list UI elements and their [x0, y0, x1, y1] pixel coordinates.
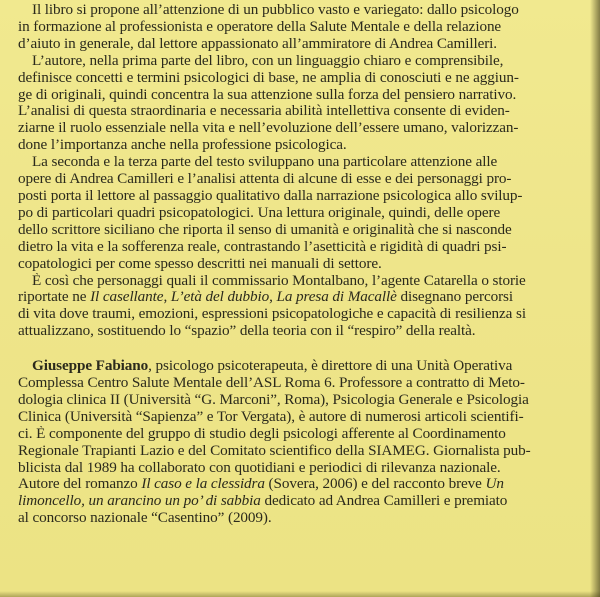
text-line: L’autore, nella prima parte del libro, con un linguaggio chiaro e comprensibile,: [32, 52, 504, 69]
text-run: , psicologo psicoterapeuta, è direttore di una Unità Operativa: [148, 358, 513, 375]
text-line: Clinica (Università “Sapienza” e Tor Vergata), è autore di numerosi articoli scientifi-: [18, 408, 524, 425]
text-line: dietro la vita e la sofferenza reale, contrastando l’asetticità e rigidità di quadri psi-: [18, 238, 507, 255]
book-title: Il casellante: [90, 289, 164, 306]
synopsis-paragraph-2: [18, 53, 584, 154]
text-line: al concorso nazionale “Casentino” (2009).: [18, 510, 272, 527]
author-bio-paragraph: [18, 358, 584, 527]
text-run: disegnano percorsi: [396, 289, 513, 306]
synopsis-paragraph-3: [18, 154, 584, 272]
text-line: Complessa Centro Salute Mentale dell’ASL Roma 6. Professore a contratto di Meto-: [18, 375, 525, 392]
text-line: Il libro si propone all’attenzione di un pubblico vasto e variegato: dallo psicologo: [32, 2, 519, 18]
text-line: copatologici per come spesso descritti nei manuali di settore.: [18, 255, 382, 272]
page-bottom-shadow: [0, 591, 600, 597]
text-run: dedicato ad Andrea Camilleri e premiato: [260, 493, 508, 510]
synopsis-paragraph-4: [18, 273, 584, 341]
text-line: in formazione al professionista e operatore della Salute Mentale e della relazione: [18, 18, 502, 35]
synopsis-paragraph-1: [18, 2, 584, 53]
book-title: limoncello, un arancino un po’ di sabbia: [18, 493, 261, 510]
text-line: L’analisi di questa straordinaria e necessaria abilità intellettiva consente di eviden-: [18, 103, 510, 120]
text-line-with-title: [18, 476, 584, 493]
text-line: opere di Andrea Camilleri e l’analisi attenta di alcune di esse e dei personaggi pro-: [18, 171, 512, 188]
text-line: attualizzano, sostituendo lo “spazio” della teoria con il “respiro” della realtà.: [18, 323, 476, 340]
text-line: La seconda e la terza parte del testo sviluppano una particolare attenzione alle: [32, 154, 498, 171]
text-line: po di particolari quadri psicopatologici. Una lettura originale, quindi, delle opere: [18, 204, 501, 221]
text-line-with-titles: [18, 289, 584, 306]
text-line: dologia clinica II (Università “G. Marconi”, Roma), Psicologia Generale e Psicologia: [18, 391, 529, 408]
book-title: Un: [485, 476, 504, 493]
page-edge-shadow: [590, 0, 600, 597]
text-run: (Sovera, 2006) e del racconto breve: [264, 476, 486, 493]
text-run: ,: [269, 289, 277, 306]
text-line: È così che personaggi quali il commissario Montalbano, l’agente Catarella o storie: [32, 272, 526, 289]
book-title: L’età del dubbio: [170, 289, 270, 306]
text-line: d’aiuto in generale, dal lettore appassionato all’ammiratore di Andrea Camilleri.: [18, 35, 497, 52]
paragraph-spacer: [18, 340, 584, 358]
text-line: posti porta il lettore al passaggio qualitativo dalla narrazione psicologica allo svilup-: [18, 187, 523, 204]
back-cover-text: [18, 2, 584, 527]
book-title: La presa di Macallè: [276, 289, 397, 306]
text-line: blicista dal 1989 ha collaborato con quotidiani e periodici di rilevanza nazionale.: [18, 459, 501, 476]
author-name: Giuseppe Fabiano: [32, 358, 149, 375]
text-run: Autore del romanzo: [18, 476, 142, 493]
text-line: ziarne il ruolo essenziale nella vita e nell’evoluzione dell’essere umano, valorizzan-: [18, 120, 519, 137]
text-line: done l’importanza anche nella professione psicologica.: [18, 137, 347, 154]
text-line: ge di originali, quindi concentra la sua attenzione sulla forza del pensiero narrativo.: [18, 86, 517, 103]
text-line: di vita dove traumi, emozioni, espressioni psicopatologiche e capacità di resilienza si: [18, 306, 526, 323]
text-line: dello scrittore siciliano che riporta il senso di umanità e originalità che si nasconde: [18, 221, 512, 238]
text-run: riportate ne: [18, 289, 91, 306]
bio-line-with-name: [18, 358, 584, 375]
text-line-with-title: [18, 493, 584, 510]
text-line: ci. È componente del gruppo di studio degli psicologi afferente al Coordinamento: [18, 425, 506, 442]
book-title: Il caso e la clessidra: [141, 476, 265, 493]
text-line: Regionale Trapianti Lazio e del Comitato scientifico della SIAMEG. Giornalista pub-: [18, 442, 531, 459]
text-line: definisce concetti e termini psicologici di base, ne amplia di conosciuti e ne aggiun-: [18, 69, 519, 86]
text-run: ,: [163, 289, 171, 306]
